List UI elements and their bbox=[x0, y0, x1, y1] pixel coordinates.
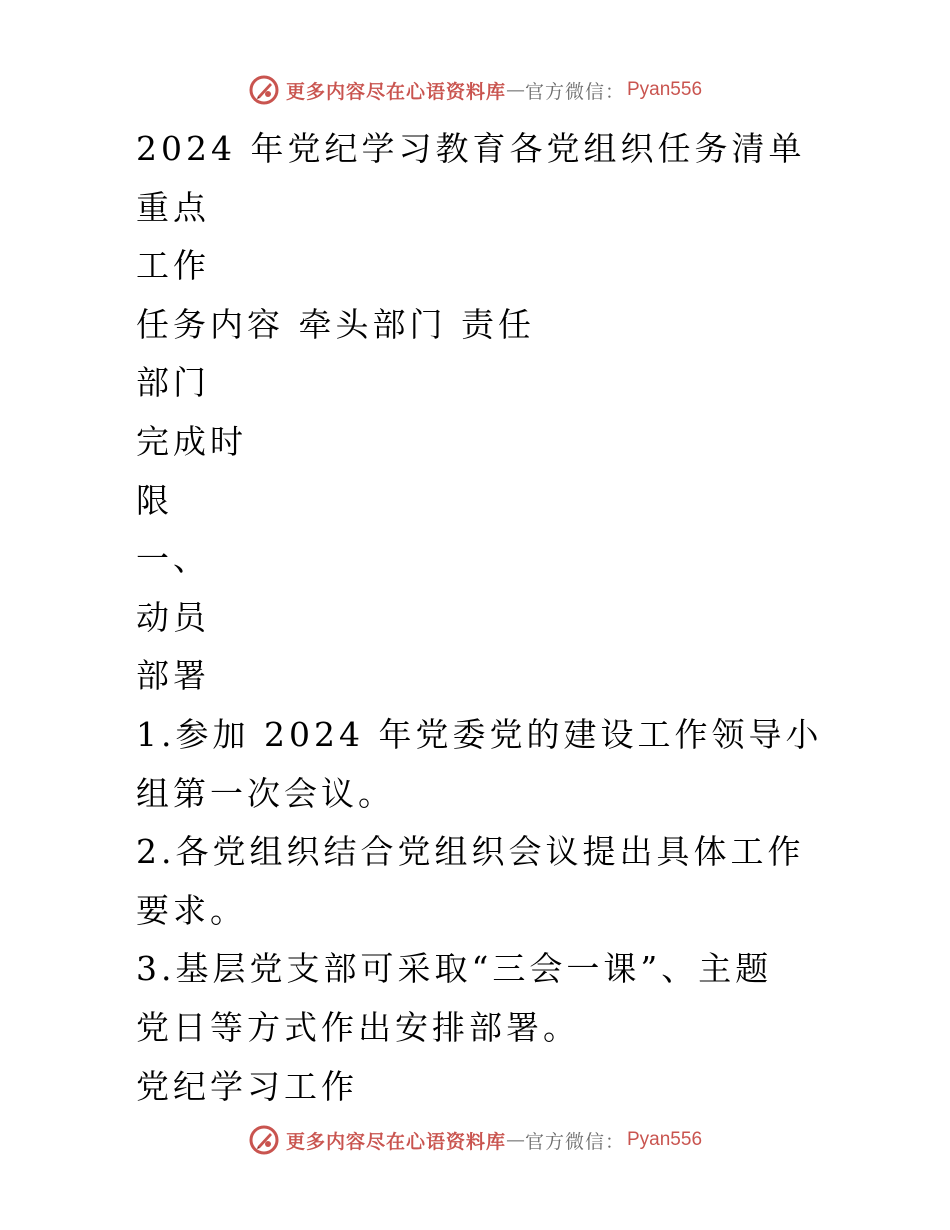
text-line: 部门 bbox=[136, 363, 210, 403]
text-line: 任务内容 牵头部门 责任 bbox=[136, 304, 535, 344]
watermark-official-label: 官方微信： bbox=[524, 80, 625, 103]
watermark-wechat-id: Pyan556 bbox=[627, 79, 703, 100]
text-line: 限 bbox=[136, 480, 173, 520]
pen-logo-icon bbox=[248, 1124, 280, 1156]
watermark-wechat-id: Pyan556 bbox=[627, 1129, 703, 1150]
text-line: 要求。 bbox=[136, 890, 247, 930]
text-line: 动员 bbox=[136, 597, 210, 637]
text-line: 党日等方式作出安排部署。 bbox=[136, 1007, 580, 1047]
pen-logo-icon bbox=[248, 74, 280, 106]
watermark-official-label: 官方微信： bbox=[524, 1130, 625, 1153]
watermark-text: 更多内容尽在心语资料库 bbox=[285, 80, 506, 103]
footer-watermark bbox=[0, 1120, 950, 1160]
header-watermark bbox=[0, 70, 950, 110]
document-body bbox=[136, 120, 823, 1116]
text-line: 1.参加 2024 年党委党的建设工作领导小 bbox=[136, 714, 823, 754]
document-title: 2024 年党纪学习教育各党组织任务清单 bbox=[136, 129, 806, 168]
watermark-separator: — bbox=[505, 1129, 525, 1151]
text-line: 重点 bbox=[136, 187, 210, 227]
text-line: 3.基层党支部可采取“三会一课”、主题 bbox=[136, 949, 773, 989]
watermark-separator: — bbox=[505, 79, 525, 101]
text-line: 党纪学习工作 bbox=[136, 1066, 358, 1106]
watermark-text: 更多内容尽在心语资料库 bbox=[285, 1130, 506, 1153]
text-line: 2.各党组织结合党组织会议提出具体工作 bbox=[136, 832, 805, 872]
text-line: 一、 bbox=[136, 539, 210, 579]
text-line: 工作 bbox=[136, 246, 210, 286]
text-line: 组第一次会议。 bbox=[136, 773, 395, 813]
text-line: 部署 bbox=[136, 656, 210, 696]
text-line: 完成时 bbox=[136, 421, 247, 461]
